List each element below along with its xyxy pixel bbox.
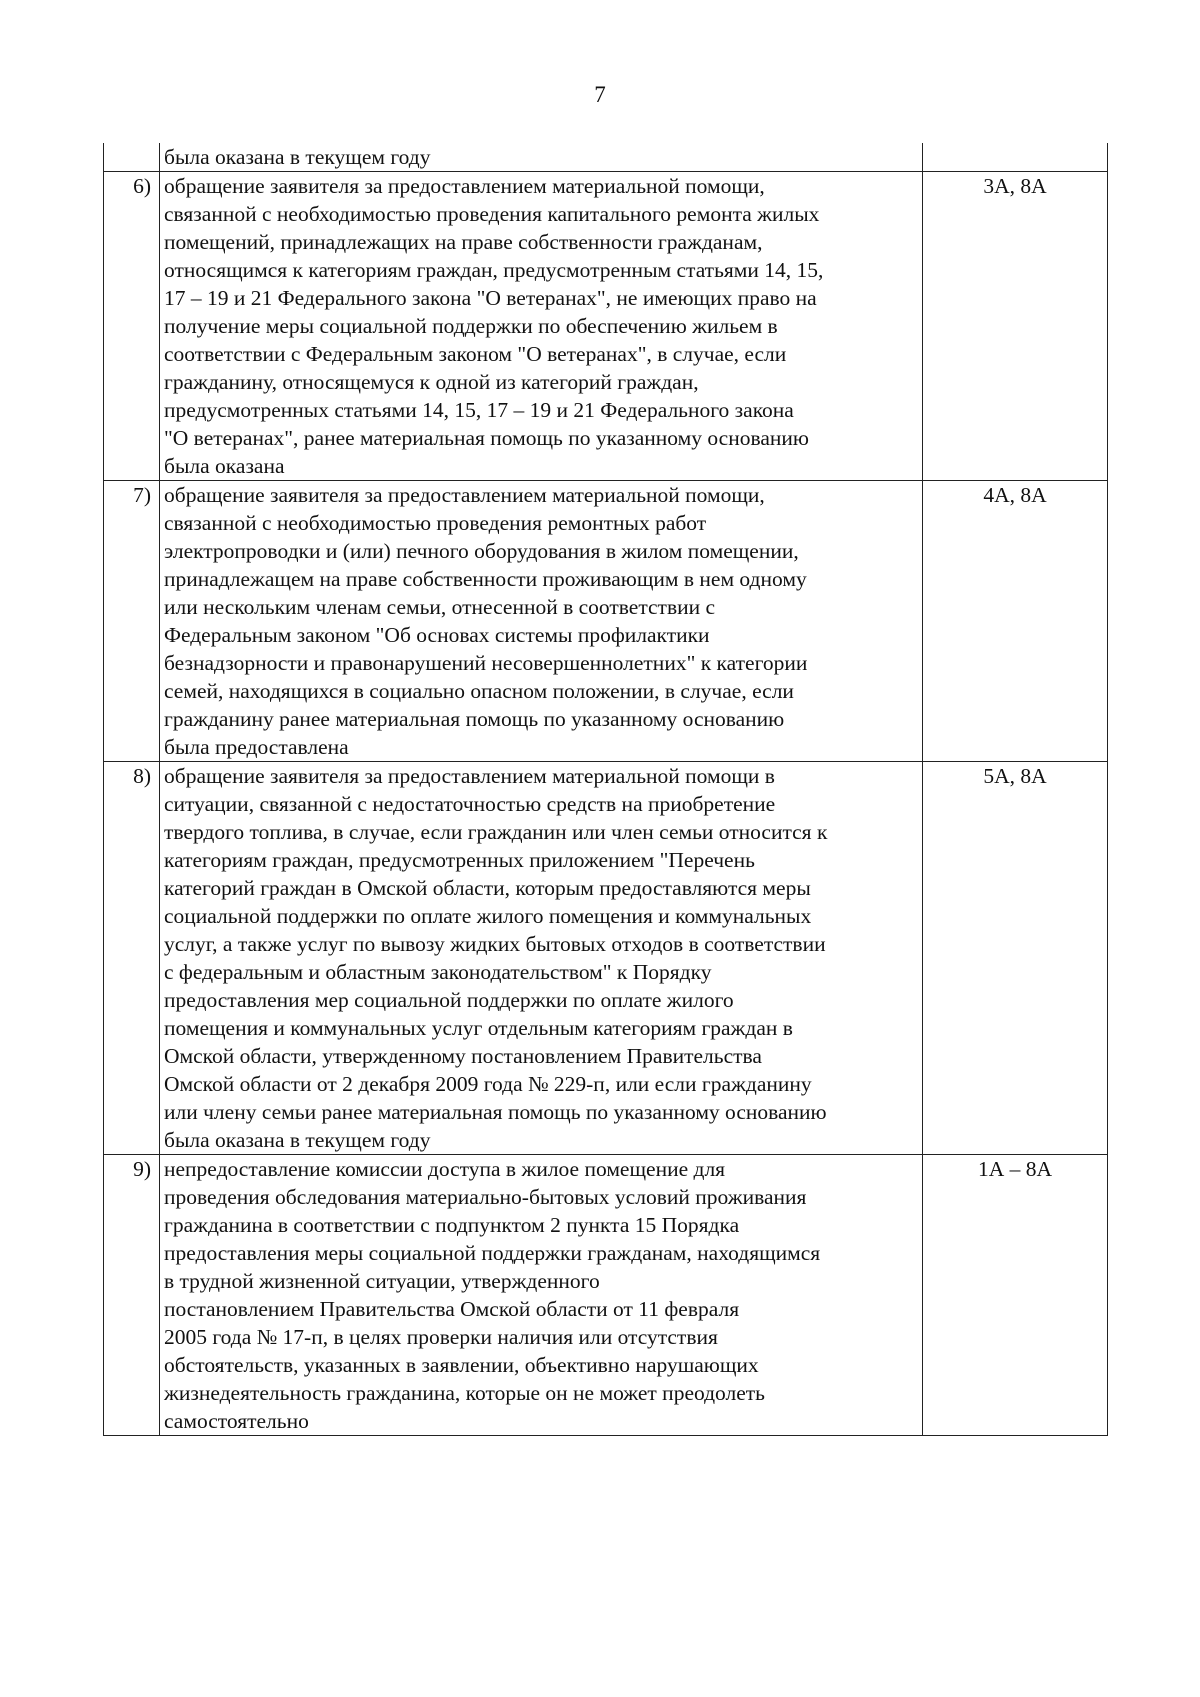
text-line: категорий граждан в Омской области, которым предоставляются меры xyxy=(164,876,811,900)
text-line: принадлежащем на праве собственности проживающим в нем одному xyxy=(164,567,807,591)
text-line: в трудной жизненной ситуации, утвержденного xyxy=(164,1269,600,1293)
text-line: гражданину ранее материальная помощь по указанному основанию xyxy=(164,707,785,731)
page-number: 7 xyxy=(594,82,606,107)
row-code: 5А, 8А xyxy=(923,762,1108,1155)
text-line: или нескольким членам семьи, отнесенной в соответствии с xyxy=(164,595,716,619)
row-code: 1А – 8А xyxy=(923,1155,1108,1436)
row-number: 8) xyxy=(104,762,160,1155)
text-line: Омской области от 2 декабря 2009 года № 229-п, или если гражданину xyxy=(164,1072,812,1096)
text-line: безнадзорности и правонарушений несовершеннолетних" к категории xyxy=(164,651,808,675)
row-text-cell xyxy=(160,481,923,762)
text-line: самостоятельно xyxy=(164,1409,309,1433)
text-line: обращение заявителя за предоставлением материальной помощи, xyxy=(164,483,765,507)
text-line: предусмотренных статьями 14, 15, 17 – 19 и 21 Федерального закона xyxy=(164,398,794,422)
text-line: предоставления мер социальной поддержки по оплате жилого xyxy=(164,988,734,1012)
text-line: с федеральным и областным законодательством" к Порядку xyxy=(164,960,712,984)
table-body xyxy=(104,143,1108,1436)
text-line: жизнедеятельность гражданина, которые он не может преодолеть xyxy=(164,1381,765,1405)
text-line: помещения и коммунальных услуг отдельным категориям граждан в xyxy=(164,1016,793,1040)
row-text-cell xyxy=(160,143,923,172)
text-line: 17 – 19 и 21 Федерального закона "О ветеранах", не имеющих право на xyxy=(164,286,817,310)
text-line: гражданину, относящемуся к одной из категорий граждан, xyxy=(164,370,699,394)
text-line: получение меры социальной поддержки по обеспечению жильем в xyxy=(164,314,778,338)
text-line: твердого топлива, в случае, если гражданин или член семьи относится к xyxy=(164,820,828,844)
text-line: постановлением Правительства Омской области от 11 февраля xyxy=(164,1297,740,1321)
grounds-table xyxy=(103,143,1108,1436)
table-row xyxy=(104,172,1108,481)
text-line: соответствии с Федеральным законом "О ветеранах", в случае, если xyxy=(164,342,787,366)
row-number: 6) xyxy=(104,172,160,481)
row-number-cell xyxy=(104,143,160,172)
text-line: предоставления меры социальной поддержки гражданам, находящимся xyxy=(164,1241,821,1265)
continuation-row xyxy=(104,143,1108,172)
row-text-cell xyxy=(160,762,923,1155)
row-number: 9) xyxy=(104,1155,160,1436)
text-line: была оказана в текущем году xyxy=(164,145,431,169)
text-line: связанной с необходимостью проведения ремонтных работ xyxy=(164,511,707,535)
text-line: относящимся к категориям граждан, предусмотренным статьями 14, 15, xyxy=(164,258,824,282)
text-line: Федеральным законом "Об основах системы профилактики xyxy=(164,623,710,647)
text-line: обращение заявителя за предоставлением материальной помощи, xyxy=(164,174,765,198)
text-line: электропроводки и (или) печного оборудования в жилом помещении, xyxy=(164,539,799,563)
text-line: непредоставление комиссии доступа в жилое помещение для xyxy=(164,1157,726,1181)
row-code: 4А, 8А xyxy=(923,481,1108,762)
text-line: связанной с необходимостью проведения капитального ремонта жилых xyxy=(164,202,820,226)
text-line: или члену семьи ранее материальная помощь по указанному основанию xyxy=(164,1100,827,1124)
table-row xyxy=(104,762,1108,1155)
text-line: была оказана xyxy=(164,454,285,478)
text-line: проведения обследования материально-бытовых условий проживания xyxy=(164,1185,807,1209)
text-line: услуг, а также услуг по вывозу жидких бытовых отходов в соответствии xyxy=(164,932,826,956)
table-row xyxy=(104,1155,1108,1436)
row-text-cell xyxy=(160,1155,923,1436)
text-line: Омской области, утвержденному постановлением Правительства xyxy=(164,1044,762,1068)
text-line: семей, находящихся в социально опасном положении, в случае, если xyxy=(164,679,794,703)
text-line: категориям граждан, предусмотренных приложением "Перечень xyxy=(164,848,755,872)
row-text-cell xyxy=(160,172,923,481)
text-line: социальной поддержки по оплате жилого помещения и коммунальных xyxy=(164,904,812,928)
table-row xyxy=(104,481,1108,762)
text-line: гражданина в соответствии с подпунктом 2 пункта 15 Порядка xyxy=(164,1213,740,1237)
text-line: "О ветеранах", ранее материальная помощь по указанному основанию xyxy=(164,426,809,450)
row-number: 7) xyxy=(104,481,160,762)
row-code-cell xyxy=(923,143,1108,172)
text-line: помещений, принадлежащих на праве собственности гражданам, xyxy=(164,230,763,254)
text-line: 2005 года № 17-п, в целях проверки наличия или отсутствия xyxy=(164,1325,718,1349)
text-line: обстоятельств, указанных в заявлении, объективно нарушающих xyxy=(164,1353,759,1377)
row-code: 3А, 8А xyxy=(923,172,1108,481)
text-line: обращение заявителя за предоставлением материальной помощи в xyxy=(164,764,775,788)
text-line: ситуации, связанной с недостаточностью средств на приобретение xyxy=(164,792,776,816)
text-line: была предоставлена xyxy=(164,735,349,759)
text-line: была оказана в текущем году xyxy=(164,1128,431,1152)
